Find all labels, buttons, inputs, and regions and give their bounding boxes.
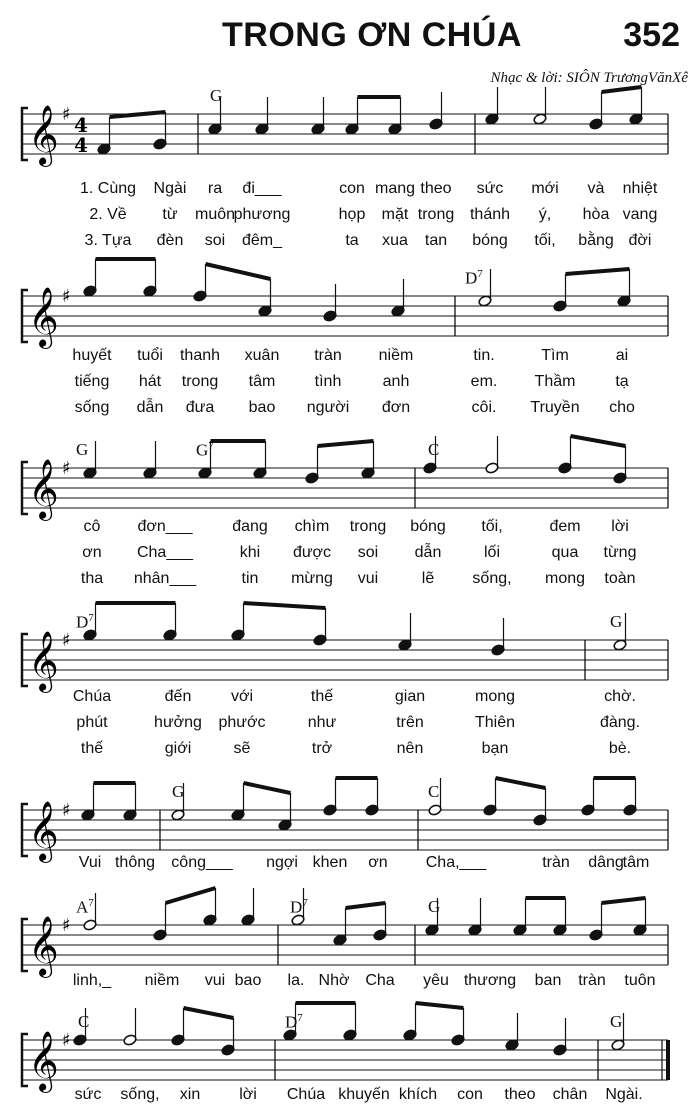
lyric-syllable: xuân: [244, 347, 280, 364]
chord-extension: 7: [88, 612, 94, 624]
note: [231, 603, 245, 641]
lyric-syllable: thế: [310, 688, 334, 705]
key-signature-sharp-icon: ♯: [62, 286, 71, 307]
note: [203, 888, 217, 926]
lyric-syllable: tràn: [578, 972, 606, 989]
lyric-syllable: con: [457, 1086, 483, 1103]
lyric-syllable: hát: [138, 373, 162, 390]
note: [255, 97, 269, 135]
chord-symbol: [285, 1012, 303, 1033]
note: [553, 898, 567, 936]
key-signature-sharp-icon: ♯: [62, 458, 71, 479]
chord-name: G: [172, 782, 185, 801]
lyric-syllable: sống,: [472, 570, 512, 587]
lyric-syllable: ban: [534, 972, 562, 989]
lyric-syllable: chờ.: [604, 688, 636, 705]
note: [485, 87, 499, 125]
lyric-syllable: yêu: [423, 972, 449, 989]
lyric-syllable: thế: [80, 740, 104, 757]
chord-symbol: [428, 440, 439, 460]
chord-symbol: [610, 612, 622, 632]
lyric-syllable: lời: [239, 1086, 257, 1103]
note: [553, 274, 567, 312]
lyric-syllable: đem: [549, 518, 581, 535]
lyric-syllable: dẫn: [414, 544, 442, 561]
lyric-syllable: linh,_: [72, 972, 112, 989]
lyric-syllable: tràn: [542, 854, 570, 871]
lyric-syllable: tâm: [622, 854, 650, 871]
lyric-syllable: bạn: [481, 740, 509, 757]
beam: [318, 441, 374, 446]
lyric-syllable: bằng: [578, 232, 614, 249]
chord-name: G: [610, 1012, 623, 1031]
lyric-syllable: lẽ: [421, 570, 435, 587]
lyric-syllable: chìm: [294, 518, 330, 535]
lyric-syllable: mừng: [291, 570, 333, 587]
note: [81, 783, 95, 821]
lyric-syllable: anh: [382, 373, 410, 390]
chord-name: D: [290, 897, 303, 917]
lyric-syllable: từ: [162, 206, 178, 223]
lyric-syllable: đời: [628, 232, 652, 249]
lyric-syllable: công___: [171, 854, 233, 871]
note: [365, 778, 379, 816]
note: [83, 259, 97, 297]
chord-symbol: [172, 782, 184, 802]
chord-name: D: [285, 1012, 298, 1032]
lyric-syllable: muôn: [194, 206, 236, 223]
lyric-syllable: người: [306, 399, 350, 416]
note: [278, 793, 292, 831]
lyric-syllable: Nhờ: [318, 972, 350, 989]
note: [253, 441, 267, 479]
lyric-syllable: sẽ: [233, 740, 251, 757]
note: [623, 778, 637, 816]
lyric-syllable: mặt: [381, 206, 409, 223]
lyric-syllable: mang: [374, 180, 416, 197]
lyric-syllable: la.: [287, 972, 305, 989]
lyric-syllable: họp: [338, 206, 366, 223]
beam: [571, 436, 626, 446]
lyric-syllable: dâng: [588, 854, 624, 871]
lyric-syllable: huyết: [72, 347, 112, 364]
note: [505, 1013, 519, 1051]
note: [333, 908, 347, 946]
lyric-syllable: vui: [204, 972, 226, 989]
chord-symbol: [290, 897, 308, 918]
lyric-syllable: Thiên: [474, 714, 516, 731]
beam: [184, 1008, 234, 1018]
lyric-syllable: xin: [179, 1086, 201, 1103]
lyric-syllable: soi: [204, 232, 226, 249]
lyric-syllable: trên: [396, 714, 424, 731]
beam: [566, 269, 630, 274]
lyric-syllable: Ngài.: [605, 1086, 643, 1103]
composer-credit: Nhạc & lời: SIÔN TrươngVănXê: [490, 70, 688, 86]
beam: [244, 603, 326, 608]
note: [343, 1003, 357, 1041]
lyric-syllable: đến: [164, 688, 192, 705]
note: [617, 269, 631, 307]
beam: [166, 888, 216, 903]
lyric-syllable: bao: [234, 972, 262, 989]
beam: [346, 903, 386, 908]
treble-clef-icon: 𝄞: [28, 287, 59, 347]
lyric-syllable: đàng.: [599, 714, 641, 731]
lyric-syllable: ta: [345, 232, 359, 249]
lyric-syllable: ngợi: [266, 854, 298, 871]
lyric-syllable: Cha,___: [425, 854, 487, 871]
note: [323, 778, 337, 816]
lyric-syllable: hưởng: [154, 714, 202, 731]
lyric-syllable: hòa: [582, 206, 610, 223]
note: [403, 1003, 417, 1041]
chord-name: G: [210, 86, 223, 105]
note: [143, 259, 157, 297]
lyric-syllable: toàn: [604, 570, 636, 587]
lyric-syllable: khen: [312, 854, 348, 871]
lyric-syllable: côi.: [471, 399, 497, 416]
lyric-syllable: thông: [114, 854, 156, 871]
lyric-syllable: bè.: [608, 740, 632, 757]
chord-name: C: [428, 440, 440, 459]
lyric-syllable: tình: [314, 373, 342, 390]
lyric-syllable: Cha___: [136, 544, 194, 561]
lyric-syllable: theo: [420, 180, 452, 197]
lyric-syllable: trong: [417, 206, 455, 223]
lyric-syllable: sức: [476, 180, 504, 197]
lyric-syllable: đưa: [185, 399, 215, 416]
lyric-syllable: tạ: [615, 373, 629, 390]
lyric-syllable: 1. Cùng: [79, 180, 137, 197]
note: [231, 783, 245, 821]
chord-name: G: [610, 612, 623, 631]
note: [451, 1008, 465, 1046]
lyric-syllable: vui: [357, 570, 379, 587]
treble-clef-icon: 𝄞: [28, 105, 59, 165]
lyric-syllable: tiếng: [74, 373, 110, 390]
beam: [496, 778, 546, 788]
note: [513, 898, 527, 936]
lyric-syllable: đêm_: [241, 232, 283, 249]
lyric-syllable: xua: [382, 232, 408, 249]
lyric-syllable: tối,: [534, 232, 556, 249]
lyric-syllable: khuyến: [338, 1086, 390, 1103]
beam: [206, 264, 271, 279]
note: [629, 87, 643, 125]
chord-name: D: [465, 268, 478, 288]
lyric-syllable: sống,: [120, 1086, 160, 1103]
lyric-syllable: Truyền: [530, 399, 580, 416]
lyric-syllable: ơn: [82, 544, 102, 561]
lyric-syllable: trở: [311, 740, 333, 757]
lyric-syllable: sức: [74, 1086, 102, 1103]
lyric-syllable: Chúa: [286, 1086, 326, 1103]
treble-clef-icon: 𝄞: [28, 459, 59, 519]
lyric-syllable: thanh: [179, 347, 221, 364]
note: [558, 436, 572, 474]
note: [483, 778, 497, 816]
lyric-syllable: cô: [83, 518, 101, 535]
lyric-syllable: ai: [615, 347, 629, 364]
lyric-syllable: vang: [622, 206, 658, 223]
note: [153, 903, 167, 941]
lyric-syllable: đang: [232, 518, 268, 535]
lyric-syllable: mong: [474, 688, 516, 705]
note: [485, 436, 499, 474]
note: [581, 778, 595, 816]
lyric-syllable: Chúa: [72, 688, 112, 705]
lyric-syllable: trong: [349, 518, 387, 535]
note: [589, 92, 603, 130]
note: [388, 97, 402, 135]
treble-clef-icon: 𝄞: [28, 1031, 59, 1091]
chord-extension: 7: [88, 897, 94, 909]
lyric-syllable: con: [339, 180, 365, 197]
lyric-syllable: 2. Về: [89, 206, 127, 223]
lyric-syllable: mong: [544, 570, 586, 587]
note: [311, 97, 325, 135]
note: [391, 279, 405, 317]
lyric-syllable: phước: [218, 714, 266, 731]
note: [97, 117, 111, 155]
lyric-syllable: lối: [483, 544, 501, 561]
chord-name: G: [428, 897, 441, 916]
lyric-syllable: tuổi: [137, 347, 163, 364]
note: [193, 264, 207, 302]
lyric-syllable: tha: [80, 570, 104, 587]
chord-name: G: [196, 440, 209, 460]
lyric-syllable: niềm: [378, 347, 414, 364]
chord-extension: 7: [297, 1012, 303, 1024]
note: [533, 788, 547, 826]
note: [468, 898, 482, 936]
lyric-syllable: gian: [394, 688, 426, 705]
lyric-syllable: mới: [531, 180, 559, 197]
chord-name: D: [76, 612, 89, 632]
note: [153, 112, 167, 150]
lyric-syllable: Thầm: [534, 373, 576, 390]
lyric-syllable: sống: [74, 399, 110, 416]
lyric-syllable: như: [307, 714, 337, 731]
lyric-syllable: đơn___: [137, 518, 193, 535]
treble-clef-icon: 𝄞: [28, 916, 59, 976]
lyric-syllable: và: [587, 180, 605, 197]
lyric-syllable: 3. Tựa: [84, 232, 132, 249]
chord-name: C: [428, 782, 440, 801]
note: [613, 446, 627, 484]
chord-symbol: [428, 782, 439, 802]
lyric-syllable: tâm: [248, 373, 276, 390]
chord-symbol: [428, 897, 440, 917]
lyric-syllable: Vui: [78, 854, 102, 871]
lyric-syllable: cho: [609, 399, 635, 416]
note: [491, 618, 505, 656]
note: [589, 903, 603, 941]
lyric-syllable: trong: [181, 373, 219, 390]
chord-symbol: [465, 268, 483, 289]
note: [258, 279, 272, 317]
beam: [416, 1003, 464, 1008]
chord-extension: 7: [477, 268, 483, 280]
lyric-syllable: lời: [611, 518, 629, 535]
lyric-syllable: tan: [424, 232, 448, 249]
time-signature-bottom: 4: [74, 133, 88, 157]
key-signature-sharp-icon: ♯: [62, 630, 71, 651]
lyric-syllable: soi: [357, 544, 379, 561]
lyric-syllable: khích: [398, 1086, 438, 1103]
staff-system-1: [0, 74, 700, 194]
lyric-syllable: giới: [164, 740, 192, 757]
lyric-syllable: phút: [76, 714, 108, 731]
song-number: 352: [623, 16, 680, 54]
note: [163, 603, 177, 641]
lyric-syllable: thánh: [469, 206, 511, 223]
note: [313, 608, 327, 646]
chord-symbol: [76, 897, 94, 918]
chord-extension: 7: [208, 440, 214, 452]
lyric-syllable: nên: [396, 740, 424, 757]
lyric-syllable: được: [292, 544, 332, 561]
beam: [244, 783, 291, 793]
lyric-syllable: đơn: [381, 399, 411, 416]
chord-extension: 7: [302, 897, 308, 909]
note: [323, 284, 337, 322]
treble-clef-icon: 𝄞: [28, 631, 59, 691]
beam: [602, 898, 646, 903]
note: [123, 1008, 137, 1046]
lyric-syllable: tràn: [314, 347, 342, 364]
lyric-syllable: bóng: [410, 518, 446, 535]
beam: [110, 112, 166, 117]
note: [373, 903, 387, 941]
note: [221, 1018, 235, 1056]
lyric-syllable: đi___: [242, 180, 282, 197]
treble-clef-icon: 𝄞: [28, 801, 59, 861]
lyric-syllable: niềm: [144, 972, 180, 989]
lyric-syllable: nhiệt: [622, 180, 658, 197]
key-signature-sharp-icon: ♯: [62, 1030, 71, 1051]
lyric-syllable: chân: [552, 1086, 588, 1103]
chord-name: G: [76, 440, 89, 459]
lyric-syllable: tuôn: [624, 972, 656, 989]
chord-symbol: [76, 440, 88, 460]
chord-symbol: [196, 440, 214, 461]
lyric-syllable: tối,: [481, 518, 503, 535]
lyric-syllable: em.: [470, 373, 498, 390]
lyric-syllable: thương: [463, 972, 517, 989]
lyric-syllable: phương: [233, 206, 291, 223]
lyric-syllable: ơn: [368, 854, 388, 871]
note: [361, 441, 375, 479]
note: [533, 87, 547, 125]
lyric-syllable: tin: [241, 570, 259, 587]
lyric-syllable: nhân___: [133, 570, 197, 587]
lyric-syllable: theo: [504, 1086, 536, 1103]
note: [305, 446, 319, 484]
lyric-syllable: đèn: [156, 232, 184, 249]
lyric-syllable: bóng: [472, 232, 508, 249]
chord-symbol: [610, 1012, 622, 1032]
key-signature-sharp-icon: ♯: [62, 104, 71, 125]
lyric-syllable: ý,: [538, 206, 552, 223]
note: [429, 92, 443, 130]
chord-name: A: [76, 897, 89, 917]
lyric-syllable: Tìm: [541, 347, 569, 364]
lyric-syllable: Cha: [365, 972, 395, 989]
note: [171, 1008, 185, 1046]
beam: [602, 87, 642, 92]
chord-symbol: [76, 612, 94, 633]
note: [241, 888, 255, 926]
lyric-syllable: Ngài: [153, 180, 187, 197]
note: [123, 783, 137, 821]
staff-system-5: [0, 770, 700, 890]
lyric-syllable: dẫn: [136, 399, 164, 416]
lyric-syllable: khi: [239, 544, 261, 561]
chord-name: C: [78, 1012, 90, 1031]
chord-symbol: [210, 86, 222, 106]
time-signature-top: 4: [74, 113, 88, 137]
note: [398, 613, 412, 651]
lyric-syllable: bao: [248, 399, 276, 416]
note: [633, 898, 647, 936]
key-signature-sharp-icon: ♯: [62, 800, 71, 821]
lyric-syllable: tin.: [473, 347, 495, 364]
song-title: TRONG ƠN CHÚA: [222, 16, 522, 54]
chord-symbol: [78, 1012, 89, 1032]
lyric-syllable: với: [230, 688, 254, 705]
note: [553, 1018, 567, 1056]
note: [143, 441, 157, 479]
lyric-syllable: ra: [207, 180, 223, 197]
lyric-syllable: từng: [603, 544, 637, 561]
lyric-syllable: qua: [551, 544, 579, 561]
note: [345, 97, 359, 135]
key-signature-sharp-icon: ♯: [62, 915, 71, 936]
